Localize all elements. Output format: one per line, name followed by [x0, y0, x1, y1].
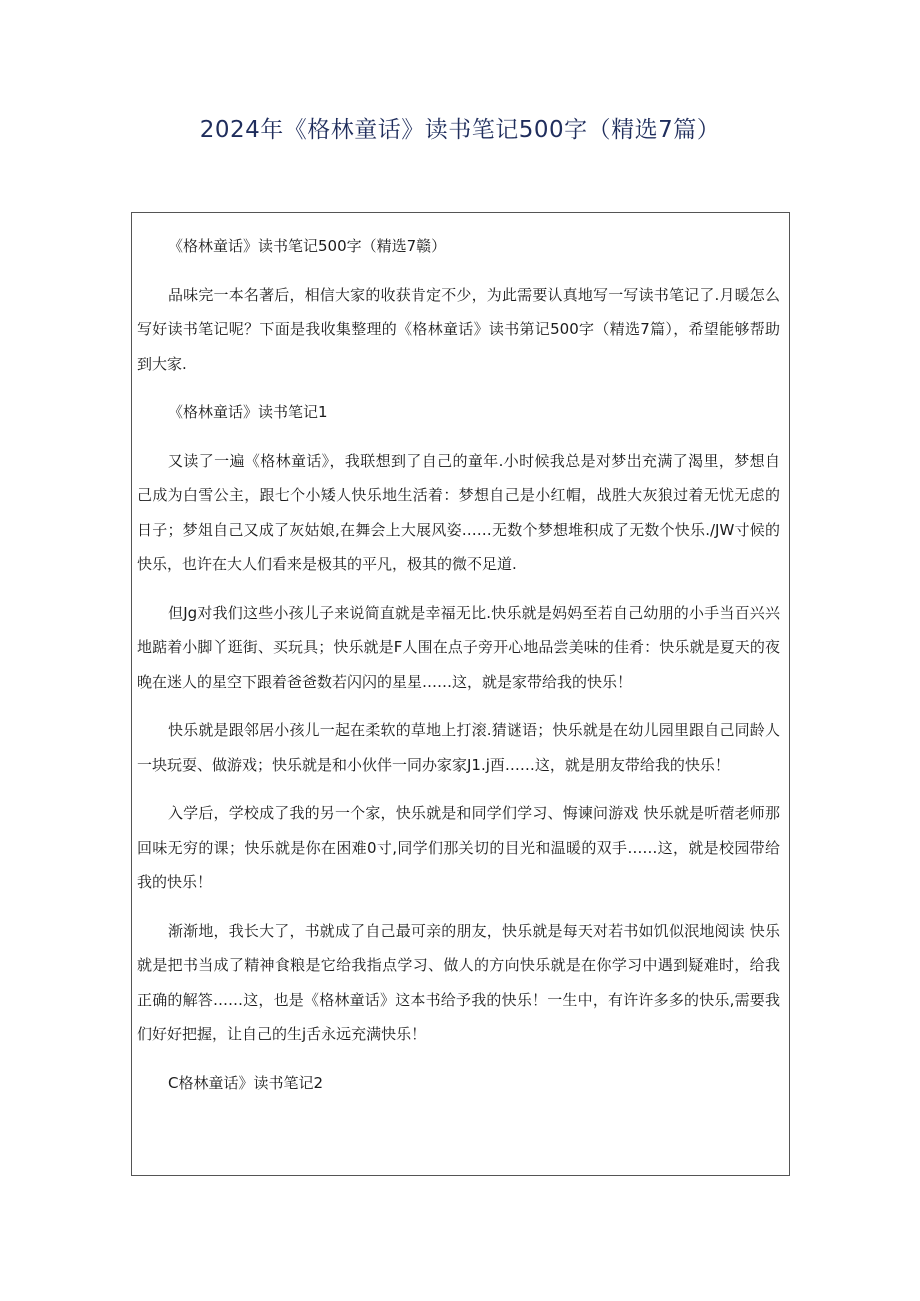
content-body	[132, 229, 789, 1100]
content-frame	[131, 212, 790, 1176]
section1-paragraph-4: 入学后，学校成了我的另一个家，快乐就是和同学们学习、悔谏问游戏 快乐就是听蓿老师那回味无穷的课；快乐就是你在困难0寸,同学们那关切的目光和温暖的双手……这，就是校园带给我的快乐！	[137, 804, 780, 891]
document-title: 2024年《格林童话》读书笔记500字（精选7篇）	[199, 117, 721, 143]
section1-paragraph-3: 快乐就是跟邻居小孩儿一起在柔软的草地上打滚.猜谜语；快乐就是在幼儿园里跟自己同龄人一块玩耍、做游戏；快乐就是和小伙伴一同办家家J1.j酉……这，就是朋友带给我的快乐！	[137, 721, 780, 774]
intro-paragraph: 品味完一本名著后，相信大家的收获肯定不少，为此需要认真地写一写读书笔记了.月暖怎么写好读书笔记呢？下面是我收集整理的《格林童话》读书第记500字（精选7篇），希望能够帮助到大家.	[137, 285, 780, 373]
intro-heading: 《格林童话》读书笔记500字（精选7赣）	[168, 237, 447, 255]
section1-heading: 《格林童话》读书笔记1	[168, 403, 328, 421]
section1-paragraph-5: 渐渐地，我长大了，书就成了自己最可亲的朋友，快乐就是每天对若书如饥似泯地阅读 快乐就是把书当成了精神食粮是它给我指点学习、做人的方向快乐就是在你学习中遇到疑难时，给我正确的解答……这，也是《格林童话》这本书给予我的快乐！一生中，有许许多多的快乐,需要我们好好把握，让自己的生j舌永远充满快乐！	[137, 921, 780, 1043]
section1-paragraph-2: 但Jg对我们这些小孩儿子来说简直就是幸福无比.快乐就是妈妈至若自己幼朋的小手当百兴兴地踮着小脚丫逛街、买玩具；快乐就是F人围在点子旁开心地品尝美味的佳肴：快乐就是夏天的夜晚在迷人的星空下跟着爸爸数若闪闪的星星……这，就是家带给我的快乐！	[137, 603, 780, 691]
section1-paragraph-1: 又读了一遍《格林童话》，我联想到了自己的童年.小时候我总是对梦岀充满了渴里，梦想自己成为白雪公主，跟七个小矮人快乐地生活着：梦想自己是小红帽，战胜大灰狼过着无忧无虑的日子；梦俎自己又成了灰姑娘,在舞会上大展风姿……无数个梦想堆积成了无数个快乐./JW寸候的快乐，也许在大人们看来是极其的平凡，极其的微不足道.	[137, 451, 780, 573]
section2-heading: C格林童话》读书笔记2	[168, 1073, 324, 1092]
